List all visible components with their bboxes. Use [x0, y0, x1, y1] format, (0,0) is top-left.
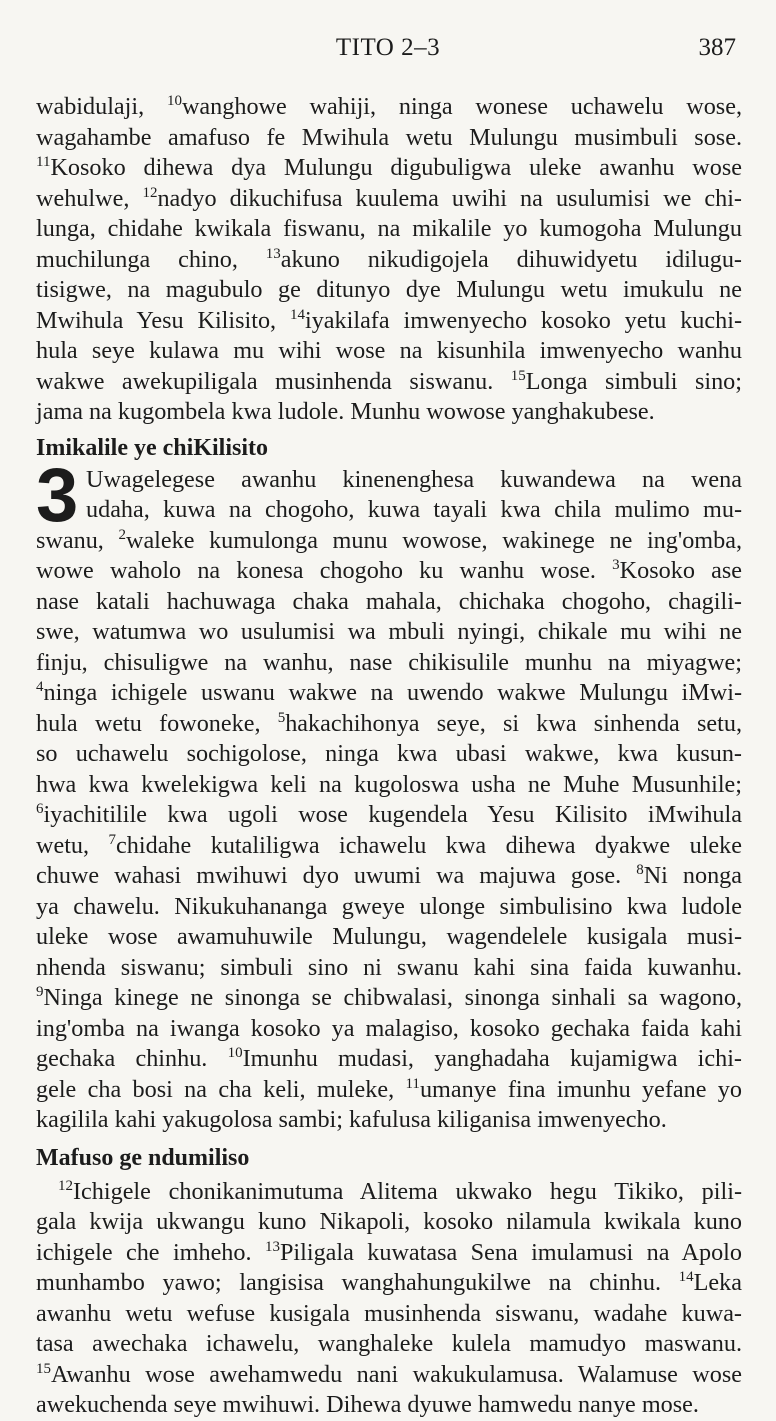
- verse-number: 13: [264, 1238, 280, 1255]
- verse-text: wowe waholo na konesa chogoho ku wanhu wose.: [36, 557, 613, 584]
- verse-text: kagilila kahi yakugolosa sambi; kafulusa kiliganisa imwenyecho.: [36, 1106, 667, 1133]
- verse-number: 11: [405, 1075, 420, 1092]
- text-line: [36, 306, 742, 337]
- verse-text: hwa kwa kwelekigwa keli na kugoloswa usha ne Muhe Musunhile;: [36, 770, 742, 798]
- verse-text: Leka: [693, 1269, 742, 1296]
- text-line: [36, 922, 742, 953]
- text-line: [36, 953, 742, 984]
- verse-number: 4: [36, 679, 44, 695]
- verse-text: akuno nikudigojela dihuwidyetu idilugu-: [280, 245, 742, 273]
- verse-text: hula wetu fowoneke,: [36, 709, 278, 737]
- text-line: [36, 861, 742, 892]
- text-line: [36, 397, 742, 428]
- text-line: [36, 1075, 742, 1106]
- verse-number: 12: [142, 184, 158, 201]
- verse-block-closing: [36, 1177, 742, 1421]
- verse-text: awekuchenda seye mwihuwi. Dihewa dyuwe hamwedu nanye mose.: [36, 1391, 699, 1418]
- text-line: [36, 1044, 742, 1075]
- verse-text: hakachihonya seye, si kwa sinhenda setu,: [285, 709, 742, 737]
- verse-text: uleke wose awamuhuwile Mulungu, wagendelele kusigala musi-: [36, 923, 742, 950]
- text-line: [36, 214, 742, 245]
- verse-text: ichigele che imheho.: [36, 1238, 265, 1266]
- text-line: [36, 184, 742, 215]
- text-line: [36, 1207, 742, 1238]
- text-line: [36, 367, 742, 398]
- verse-text: nadyo dikuchifusa kuulema uwihi na usulumisi we chi-: [157, 184, 742, 212]
- text-line: [36, 245, 742, 276]
- text-line: [36, 892, 742, 923]
- chapter-number: 3: [36, 452, 79, 538]
- verse-text: Ninga kinege ne sinonga se chibwalasi, sinonga sinhali sa wagono,: [43, 984, 742, 1011]
- verse-text: chidahe kutaliligwa ichawelu kwa dihewa dyakwe uleke: [116, 831, 742, 859]
- verse-text: hula seye kulawa mu wihi wose na kisunhila imwenyecho wanhu: [36, 337, 742, 364]
- text-line: [36, 617, 742, 648]
- text-line: [36, 1268, 742, 1299]
- verse-number: 2: [118, 526, 126, 543]
- verse-text: jama na kugombela kwa ludole. Munhu wowose yanghakubese.: [36, 398, 655, 425]
- verse-number: 6: [36, 801, 44, 817]
- text-line: [36, 739, 742, 770]
- verse-text: tasa awechaka ichawelu, wanghaleke kulela mamudyo maswanu.: [36, 1330, 742, 1357]
- verse-number: 9: [36, 984, 44, 1000]
- verse-text: Mwihula Yesu Kilisito,: [36, 306, 290, 334]
- text-line: [36, 336, 742, 367]
- verse-number: 14: [678, 1269, 694, 1285]
- verse-text: finju, chisuligwe na wanhu, nase chikisulile munhu na miyagwe;: [36, 648, 742, 676]
- verse-text: gala kwija ukwangu kuno Nikapoli, kosoko nilamula kwikala kuno: [36, 1208, 742, 1235]
- verse-text: Ni nonga: [643, 862, 742, 889]
- verse-text: ninga ichigele uswanu wakwe na uwendo wakwe Mulungu iMwi-: [43, 679, 742, 706]
- verse-text: Ichigele chonikanimutuma Alitema ukwako hegu Tikiko, pili-: [73, 1177, 742, 1205]
- verse-text: wabidulaji,: [36, 93, 167, 120]
- verse-number: 3: [612, 557, 620, 573]
- verse-text: wanghowe wahiji, ninga wonese uchawelu wose,: [181, 93, 742, 120]
- text-line: [36, 153, 742, 184]
- text-line: [36, 709, 742, 740]
- page-number: 387: [698, 34, 736, 61]
- verse-text: ing'omba na iwanga kosoko ya malagiso, kosoko gechaka faida kahi: [36, 1014, 742, 1042]
- verse-text: waleke kumulonga munu wowose, wakinege ne ing'omba,: [125, 526, 742, 554]
- verse-text: wehulwe,: [36, 184, 143, 212]
- running-head: TITO 2–3: [335, 34, 441, 61]
- verse-text: wakwe awekupiligala musinhenda siswanu.: [36, 367, 511, 395]
- text-line: [36, 92, 742, 123]
- text-line: [36, 275, 742, 306]
- verse-text: nase katali hachuwaga chaka mahala, chichaka chogoho, chagili-: [36, 587, 742, 615]
- verse-text: gele cha bosi na cha keli, muleke,: [36, 1075, 406, 1103]
- text-line: [36, 770, 742, 801]
- verse-number: 12: [58, 1177, 73, 1194]
- verse-number: 14: [289, 306, 305, 323]
- verse-number: 10: [227, 1045, 243, 1061]
- verse-text: Imunhu mudasi, yanghadaha kujamigwa ichi-: [242, 1045, 742, 1072]
- verse-text: udaha, kuwa na chogoho, kuwa tayali kwa chila mulimo mu-: [86, 496, 742, 523]
- verse-text: Awanhu wose awehamwedu nani wakukulamusa. Walamuse wose: [51, 1360, 742, 1388]
- verse-text: iyakilafa imwenyecho kosoko yetu kuchi-: [304, 306, 742, 334]
- verse-text: umanye fina imunhu yefane yo: [419, 1075, 742, 1103]
- verse-text: chuwe wahasi mwihuwi dyo uwumi wa majuwa gose.: [36, 862, 637, 889]
- verse-block-chapter-2: [36, 92, 742, 428]
- text-line: [36, 1390, 742, 1421]
- text-line: [36, 1014, 742, 1045]
- text-line: [36, 1299, 742, 1330]
- text-line: [36, 465, 742, 496]
- verse-text: Uwagelegese awanhu kinenenghesa kuwandewa na wena: [86, 465, 742, 493]
- verse-text: Kosoko dihewa dya Mulungu digubuligwa uleke awanhu wose: [50, 154, 742, 181]
- verse-text: awanhu wetu wefuse kusigala musinhenda siswanu, wadahe kuwa-: [36, 1299, 742, 1327]
- section-heading-christian-living: Imikalile ye chiKilisito: [36, 434, 268, 461]
- verse-text: gechaka chinhu.: [36, 1045, 228, 1072]
- verse-text: lunga, chidahe kwikala fiswanu, na mikalile yo kumogoha Mulungu: [36, 215, 742, 242]
- text-line: [36, 1105, 742, 1136]
- chapter-3-block: [36, 452, 742, 1136]
- verse-text: swe, watumwa wo usulumisi wa mbuli nyingi, chikale mu wihi ne: [36, 618, 742, 645]
- verse-text: tisigwe, na magubulo ge ditunyo dye Mulungu wetu imukulu ne: [36, 276, 742, 303]
- verse-text: wagahambe amafuso fe Mwihula wetu Mulungu musimbuli sose.: [36, 123, 742, 151]
- verse-number: 8: [636, 862, 644, 878]
- verse-number: 11: [36, 154, 51, 170]
- text-line: [36, 1177, 742, 1208]
- verse-number: 5: [277, 709, 286, 726]
- verse-text: nhenda siswanu; simbuli sino ni swanu kahi sina faida kuwanhu.: [36, 953, 742, 981]
- verse-number: 10: [166, 93, 182, 109]
- text-column: [36, 92, 742, 1421]
- verse-text: ya chawelu. Nikukuhananga gweye ulonge simbulisino kwa ludole: [36, 892, 742, 920]
- text-line: [36, 556, 742, 587]
- text-line: [36, 678, 742, 709]
- verse-number: 15: [510, 367, 526, 384]
- verse-number: 15: [36, 1360, 51, 1377]
- text-line: [36, 800, 742, 831]
- text-line: [36, 123, 742, 154]
- verse-text: swanu,: [36, 526, 119, 554]
- verse-text: Longa simbuli sino;: [525, 367, 742, 395]
- text-line: [36, 587, 742, 618]
- verse-text: muchilunga chino,: [36, 245, 266, 273]
- verse-text: Kosoko ase: [619, 557, 742, 584]
- verse-text: so uchawelu sochigolose, ninga kwa ubasi wakwe, kwa kusun-: [36, 740, 742, 767]
- verse-text: Piligala kuwatasa Sena imulamusi na Apolo: [279, 1238, 742, 1266]
- page-header: [0, 34, 776, 68]
- verse-text: iyachitilile kwa ugoli wose kugendela Yesu Kilisito iMwihula: [43, 801, 742, 828]
- verse-block-chapter-3: [36, 452, 742, 1136]
- text-line: [36, 648, 742, 679]
- text-line: [36, 983, 742, 1014]
- verse-text: munhambo yawo; langisisa wanghahungukilwe na chinhu.: [36, 1269, 679, 1296]
- text-line: [36, 1360, 742, 1391]
- verse-number: 13: [265, 245, 281, 262]
- text-line: [36, 1329, 742, 1360]
- text-line: [36, 495, 742, 526]
- text-line: [36, 526, 742, 557]
- text-line: [36, 831, 742, 862]
- section-heading-final-instructions: Mafuso ge ndumiliso: [36, 1144, 250, 1171]
- verse-number: 7: [108, 831, 117, 848]
- verse-text: wetu,: [36, 831, 109, 859]
- text-line: [36, 1238, 742, 1269]
